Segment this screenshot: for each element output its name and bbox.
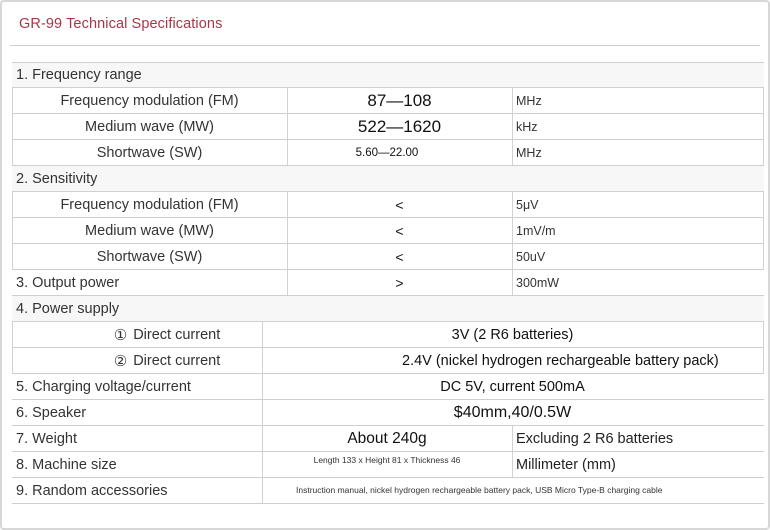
spec-table <box>12 62 764 504</box>
spec-value: About 240g <box>347 429 427 447</box>
table-row <box>12 114 764 140</box>
table-row <box>12 478 764 504</box>
spec-name: Frequency modulation (FM) <box>60 92 239 109</box>
circled-two-symbol: ② <box>113 352 128 370</box>
table-row <box>12 88 764 114</box>
spec-value: Instruction manual, nickel hydrogen rechargeable battery pack, USB Micro Type-B charging cable <box>296 485 663 495</box>
section-label: 3. Output power <box>16 274 120 291</box>
section-label: 4. Power supply <box>16 300 120 317</box>
spec-unit: 5μV <box>516 197 539 212</box>
spec-unit: Millimeter (mm) <box>516 456 616 473</box>
table-row <box>12 244 764 270</box>
table-row <box>12 400 764 426</box>
spec-note: Excluding 2 R6 batteries <box>516 430 674 447</box>
section-label: 1. Frequency range <box>16 67 142 83</box>
table-row <box>12 452 764 478</box>
spec-name: Frequency modulation (FM) <box>60 196 239 213</box>
page-title: GR-99 Technical Specifications <box>19 16 223 32</box>
spec-unit: MHz <box>516 145 542 160</box>
section-frequency-range <box>12 62 764 88</box>
spec-value: $40mm,40/0.5W <box>453 403 572 421</box>
spec-value: < <box>395 196 404 213</box>
spec-name: Direct current <box>133 326 221 343</box>
spec-name: Shortwave (SW) <box>96 248 203 265</box>
table-row <box>12 322 764 348</box>
spec-value: DC 5V, current 500mA <box>440 378 585 395</box>
spec-name: Direct current <box>133 352 221 369</box>
spec-value: < <box>395 222 404 239</box>
spec-unit: 300mW <box>516 275 560 290</box>
section-label: 8. Machine size <box>16 456 117 473</box>
section-label: 6. Speaker <box>16 404 87 421</box>
spec-name: Medium wave (MW) <box>85 118 214 135</box>
title-divider <box>10 45 760 46</box>
table-row <box>12 270 764 296</box>
section-power-supply <box>12 296 764 322</box>
table-row <box>12 140 764 166</box>
spec-value: 522—1620 <box>357 116 442 136</box>
spec-unit: 50uV <box>516 249 546 264</box>
spec-value: 87—108 <box>367 90 432 110</box>
spec-value: < <box>395 248 404 265</box>
spec-value: 5.60—22.00 <box>355 146 419 159</box>
circled-one-symbol: ① <box>113 326 128 344</box>
spec-unit: 1mV/m <box>516 223 556 238</box>
spec-value: 3V (2 R6 batteries) <box>451 326 574 343</box>
spec-name: Shortwave (SW) <box>96 144 203 161</box>
table-row <box>12 218 764 244</box>
table-row <box>12 348 764 374</box>
power-source-name <box>12 348 322 373</box>
table-row <box>12 192 764 218</box>
section-label: 5. Charging voltage/current <box>16 378 191 395</box>
spec-value: > <box>395 274 404 291</box>
table-row <box>12 426 764 452</box>
spec-unit: MHz <box>516 93 542 108</box>
table-row <box>12 374 764 400</box>
spec-name: Medium wave (MW) <box>85 222 214 239</box>
spec-value: Length 133 x Height 81 x Thickness 46 <box>313 455 461 465</box>
section-sensitivity <box>12 166 764 192</box>
section-label: 9. Random accessories <box>16 482 168 499</box>
spec-unit: kHz <box>516 119 538 134</box>
section-label: 7. Weight <box>16 430 77 447</box>
section-label: 2. Sensitivity <box>16 170 98 187</box>
spec-value: 2.4V (nickel hydrogen rechargeable battery pack) <box>402 352 719 369</box>
